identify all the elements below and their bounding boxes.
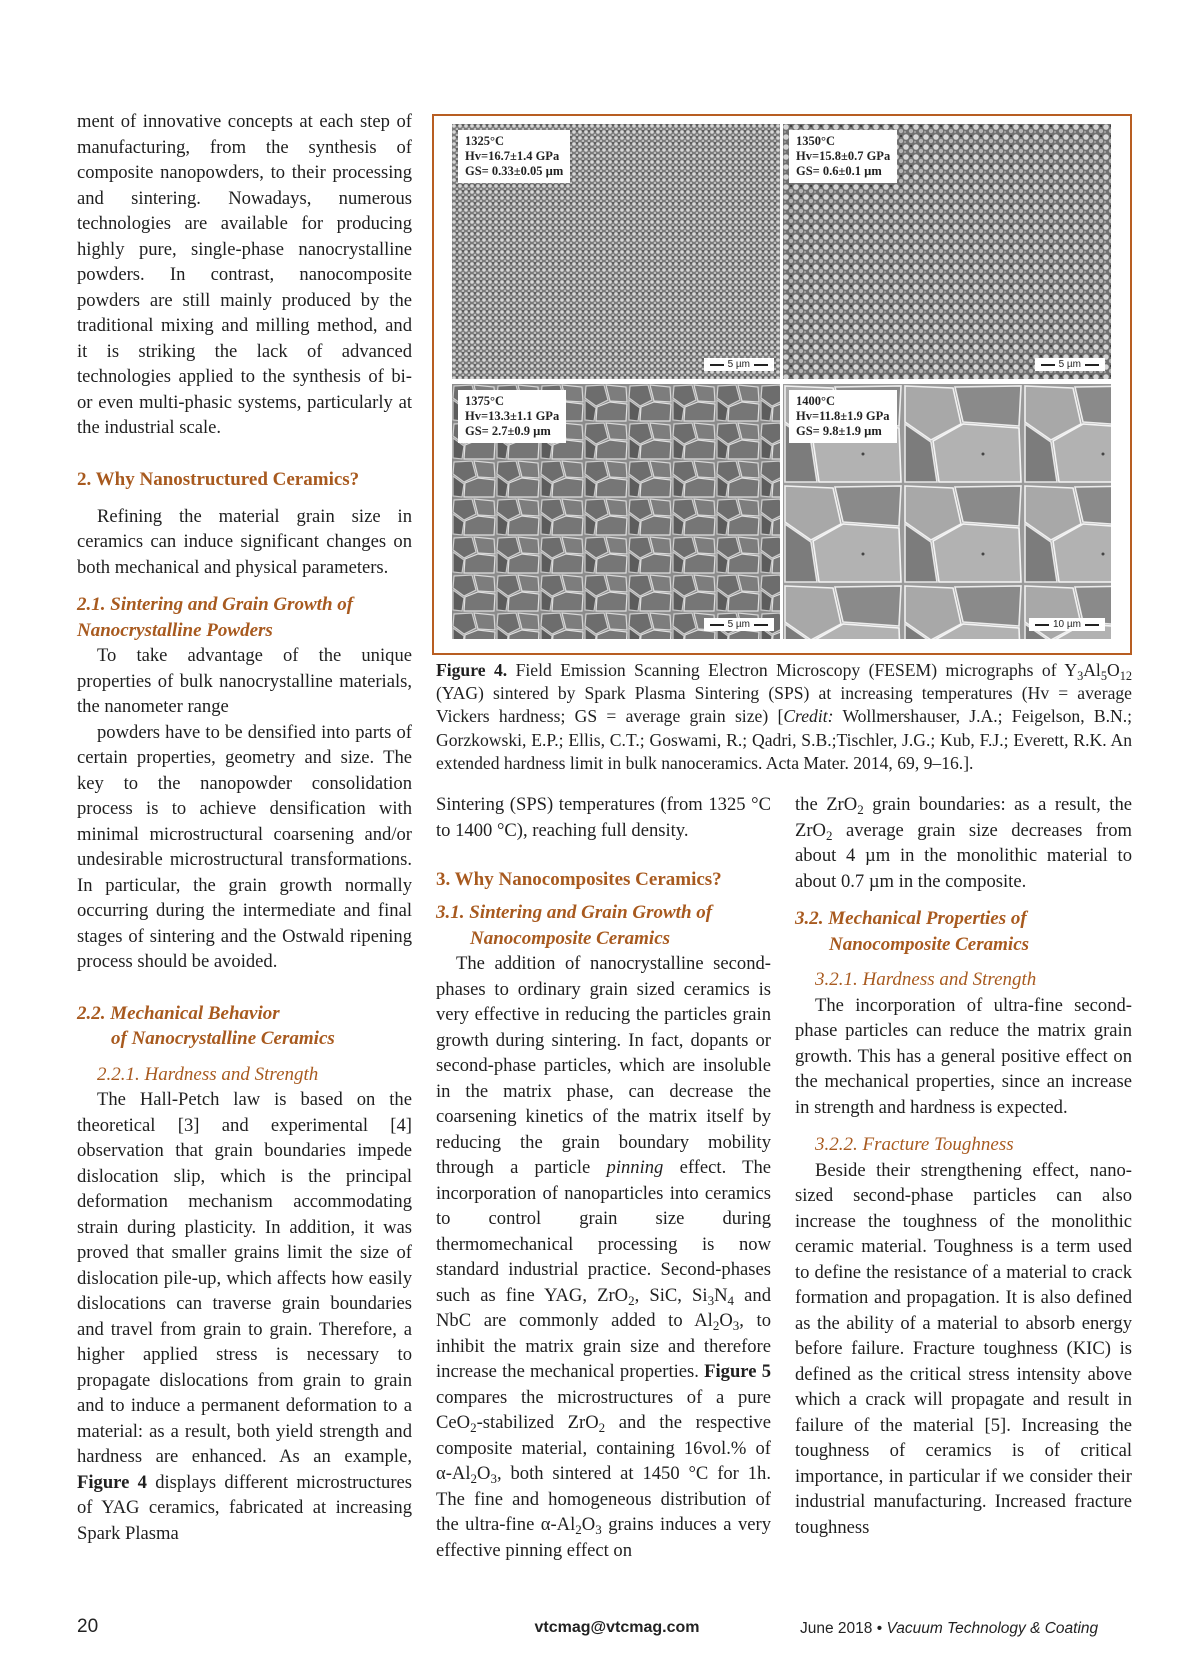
subsection-3-1-paragraph: [436, 951, 771, 1563]
figure-4-caption: [436, 659, 1132, 775]
panel-temperature: 1325°C: [465, 134, 505, 148]
micrograph-panel-1400: [783, 384, 1111, 639]
paragraph-text: and NbC are commonly added to Al: [436, 1284, 772, 1331]
subscript: 3: [707, 1292, 715, 1308]
paragraph-text: N: [714, 1284, 728, 1306]
subsection-3-2-heading: [795, 906, 1132, 957]
section-2-paragraph: Refining the material grain size in ceramics can induce significant changes on both mechanical and physical parameters.: [77, 505, 412, 578]
paragraph-text: average grain size decreases from about 4 µm in the monolithic material to about 0.7 µm in the composite.: [795, 819, 1132, 892]
footer-email-link[interactable]: vtcmag@vtcmag.com: [534, 1619, 700, 1636]
subsection-3-2-heading-line1: 3.2. Mechanical Properties of: [795, 908, 1027, 929]
panel-hardness: Hv=11.8±1.9 GPa: [796, 409, 890, 423]
scale-bar: [1035, 358, 1105, 371]
caption-text: Al: [1083, 660, 1101, 680]
subscript: 2: [575, 1522, 582, 1537]
intro-paragraph: ment of innovative concepts at each step of manufacturing, from the synthesis of composite nanopowders, to their processing and sintering. Nowadays, numerous technologies are available for producing highly pure, single-phase nanocrystalline powders. In contrast, nanocomposite powders are still mainly produced by the traditional mixing and milling method, and it is striking the lack of advanced technologies applied to the synthesis of bi- or even multi-phasic systems, particularly at the industrial scale.: [77, 111, 412, 438]
section-2-heading: 2. Why Nanostructured Ceramics?: [77, 468, 360, 490]
panel-label: [789, 390, 897, 443]
paragraph-text: the ZrO: [795, 794, 858, 815]
subsection-3-1-heading-line2: Nanocomposite Ceramics: [470, 927, 671, 949]
paragraph-text: , SiC, Si: [634, 1284, 708, 1306]
paragraph-text: compares the microstructures of a pure CeO: [436, 1386, 771, 1433]
paragraph-text: grain boundaries: as a result, the ZrO: [795, 794, 1132, 841]
micrograph-panel-1350: [783, 124, 1111, 379]
subsection-3-1-heading-line1: 3.1. Sintering and Grain Growth of: [436, 902, 713, 923]
panel-grain-size: GS= 2.7±0.9 µm: [465, 424, 551, 438]
right-column: [795, 792, 1132, 1540]
subsection-2-2-1-paragraph: [77, 1087, 412, 1546]
middle-column: [436, 792, 771, 1563]
pinning-term: pinning: [606, 1157, 664, 1178]
subsection-3-2-1-paragraph: The incorporation of ultra-fine second-phase particles can reduce the matrix grain growth. This has a general positive effect on the mechanical properties, since an increase in strength and hardness is expected.: [795, 994, 1132, 1118]
panel-grain-size: GS= 0.33±0.05 µm: [465, 164, 564, 178]
paragraph-text: O: [477, 1463, 491, 1484]
panel-label: [458, 130, 570, 183]
separator-bullet: •: [876, 1620, 883, 1637]
panel-hardness: Hv=16.7±1.4 GPa: [465, 149, 560, 163]
subsection-2-1-heading-line1: 2.1. Sintering and Grain Growth of: [77, 594, 354, 615]
footer-issue: [800, 1620, 1098, 1638]
subscript: 2: [628, 1292, 635, 1308]
panel-label: [458, 390, 566, 443]
scale-bar-label: 5 µm: [727, 619, 750, 630]
panel-hardness: Hv=13.3±1.1 GPa: [465, 409, 560, 423]
subsection-2-1-paragraph-2: powders have to be densified into parts of certain properties, geometry and size. The key to the nanopowder consolidation process is to achieve densification with minimal microstructural coarsening and/or undesirable microstructural transformations. In particular, the grain growth normally occurring during the intermediate and final stages of sintering and the Ostwald ripening process should be avoided.: [77, 721, 412, 972]
paragraph-text: displays different microstructures of YAG ceramics, fabricated at increasing Spark Plasma: [77, 1471, 413, 1544]
paragraph-text: grains induces a very effective pinning effect on: [436, 1514, 771, 1561]
left-column: [77, 109, 412, 1546]
scale-bar-label: 5 µm: [727, 359, 750, 370]
scale-bar-label: 10 µm: [1053, 619, 1081, 630]
micrograph-panel-1325: [452, 124, 780, 379]
subsection-3-2-2-paragraph: Beside their strengthening effect, nano-sized second-phase particles can also increase the toughness of the monolithic ceramic material. Toughness is a term used to define the resistance of a material to crack formation and propagation. It is also defined as the ability of a material to absorb energy before failure. Fracture toughness (KIC) is defined as the critical stress intensity above which a crack will propagate and result in failure of the material [5]. Increasing the toughness of ceramics is of critical importance, in particular if we consider their industrial manufacturing. Increased fracture toughness: [795, 1159, 1132, 1538]
subsection-2-1-heading: [77, 592, 412, 643]
paragraph-text: The Hall-Petch law is based on the theoretical [3] and experimental [4] observation that grain boundaries impede dislocation slip, which is the principal deformation mechanism accommodating strain during plasticity. In addition, it was proved that smaller grains limit the size of dislocation pile-up, which affects how easily dislocations can traverse grain boundaries and travel from grain to grain. Therefore, a higher applied stress is necessary to propagate dislocations from grain to grain and to induce a permanent deformation to a material: as a result, both yield strength and hardness are enhanced. As an example,: [77, 1089, 412, 1467]
caption-text: O: [1106, 660, 1120, 680]
subsection-3-2-1-heading: 3.2.1. Hardness and Strength: [815, 969, 1037, 990]
scale-bar: [1029, 618, 1105, 631]
figure-4: [432, 114, 1132, 655]
panel-grain-size: GS= 9.8±1.9 µm: [796, 424, 882, 438]
paragraph-text: and the respective composite material, containing 16vol.% of α-Al: [436, 1412, 771, 1484]
paragraph-text: , to inhibit the matrix grain size and therefore increase the mechanical properties.: [436, 1310, 771, 1382]
caption-label: Figure 4.: [436, 660, 508, 680]
subsection-2-2-1-heading: 2.2.1. Hardness and Strength: [97, 1063, 319, 1085]
caption-text: Wollmershauser, J.A.; Feigelson, B.N.; Gorzkowski, E.P.; Ellis, C.T.; Goswami, R.; Qadri, S.B.;Tischler, J.G.; Kub, F.J.; Everett, R.K. An extended hardness limit in bulk nanoceramics. Acta Mater. 2014, 69, 9–16.].: [436, 706, 1132, 773]
continuation-paragraph: Sintering (SPS) temperatures (from 1325 °C to 1400 °C), reaching full density.: [436, 794, 771, 841]
paragraph-text: O: [581, 1514, 596, 1535]
subsection-2-1-heading-line2: Nanocrystalline Powders: [77, 619, 273, 641]
subsection-2-1-paragraph-1: To take advantage of the unique properties of bulk nanocrystalline materials, the nanometer range: [77, 645, 412, 717]
caption-text: Field Emission Scanning Electron Microscopy (FESEM) micrographs of Y: [515, 660, 1078, 680]
issue-date: June 2018: [800, 1620, 873, 1637]
figure-4-reference: Figure 4: [77, 1471, 147, 1493]
publication-name: Vacuum Technology & Coating: [886, 1620, 1099, 1637]
paragraph-text: The addition of nanocrystalline second-phases to ordinary grain sized ceramics is very effective in reducing the particles grain growth during sintering. In fact, dopants or second-phase particles, which are insoluble in the matrix phase, can decrease the coarsening kinetics of the matrix itself by reducing the grain boundary mobility through a particle: [436, 953, 771, 1178]
subscript: 2: [470, 1420, 477, 1435]
subscript: 12: [1119, 669, 1132, 683]
paragraph-text: -stabilized ZrO: [476, 1412, 599, 1433]
subscript: 2: [712, 1318, 720, 1333]
subscript: 2: [825, 827, 833, 843]
panel-label: [789, 130, 897, 183]
subscript: 2: [598, 1420, 606, 1435]
scale-bar: [704, 358, 774, 371]
subscript: 4: [727, 1292, 735, 1308]
subsection-3-1-heading: [436, 900, 771, 951]
subscript: 3: [732, 1318, 740, 1333]
panel-hardness: Hv=15.8±0.7 GPa: [796, 149, 891, 163]
panel-temperature: 1375°C: [465, 394, 505, 408]
scale-bar: [704, 618, 774, 631]
section-3-heading: 3. Why Nanocomposites Ceramics?: [436, 869, 722, 890]
panel-grain-size: GS= 0.6±0.1 µm: [796, 164, 882, 178]
subscript: 2: [857, 802, 864, 817]
panel-temperature: 1350°C: [796, 134, 836, 148]
subsection-2-2-heading: [77, 1001, 412, 1052]
paragraph-text: effect. The incorporation of nanoparticles into ceramics to control grain size during thermomechanical processing is now standard industrial practice. Second-phases such as fine YAG, ZrO: [436, 1157, 772, 1306]
subsection-3-2-2-heading: 3.2.2. Fracture Toughness: [815, 1134, 1014, 1155]
panel-temperature: 1400°C: [796, 394, 836, 408]
scale-bar-label: 5 µm: [1058, 359, 1081, 370]
micrograph-panel-1375: [452, 384, 780, 639]
paragraph-text: , both sintered at 1450 °C for 1h. The fine and homogeneous distribution of the ultra-fine α-Al: [436, 1463, 771, 1535]
paragraph-text: O: [719, 1310, 733, 1331]
figure-5-reference: Figure 5: [704, 1361, 771, 1382]
subsection-2-2-heading-line1: 2.2. Mechanical Behavior: [77, 1002, 280, 1024]
caption-text: (YAG) sintered by Spark Plasma Sintering (SPS) at increasing temperatures (Hv = average Vickers hardness; GS = average grain size) [: [436, 683, 1132, 727]
subscript: 5: [1100, 669, 1107, 683]
page-number: 20: [77, 1616, 99, 1637]
subsection-3-2-heading-line2: Nanocomposite Ceramics: [829, 933, 1030, 955]
caption-credit-label: Credit:: [783, 706, 834, 727]
subscript: 3: [595, 1522, 602, 1537]
subsection-2-2-heading-line2: of Nanocrystalline Ceramics: [111, 1028, 335, 1049]
subscript: 3: [1077, 669, 1084, 683]
continuation-paragraph: [795, 792, 1132, 894]
subscript: 2: [470, 1471, 478, 1486]
subscript: 3: [490, 1471, 497, 1486]
